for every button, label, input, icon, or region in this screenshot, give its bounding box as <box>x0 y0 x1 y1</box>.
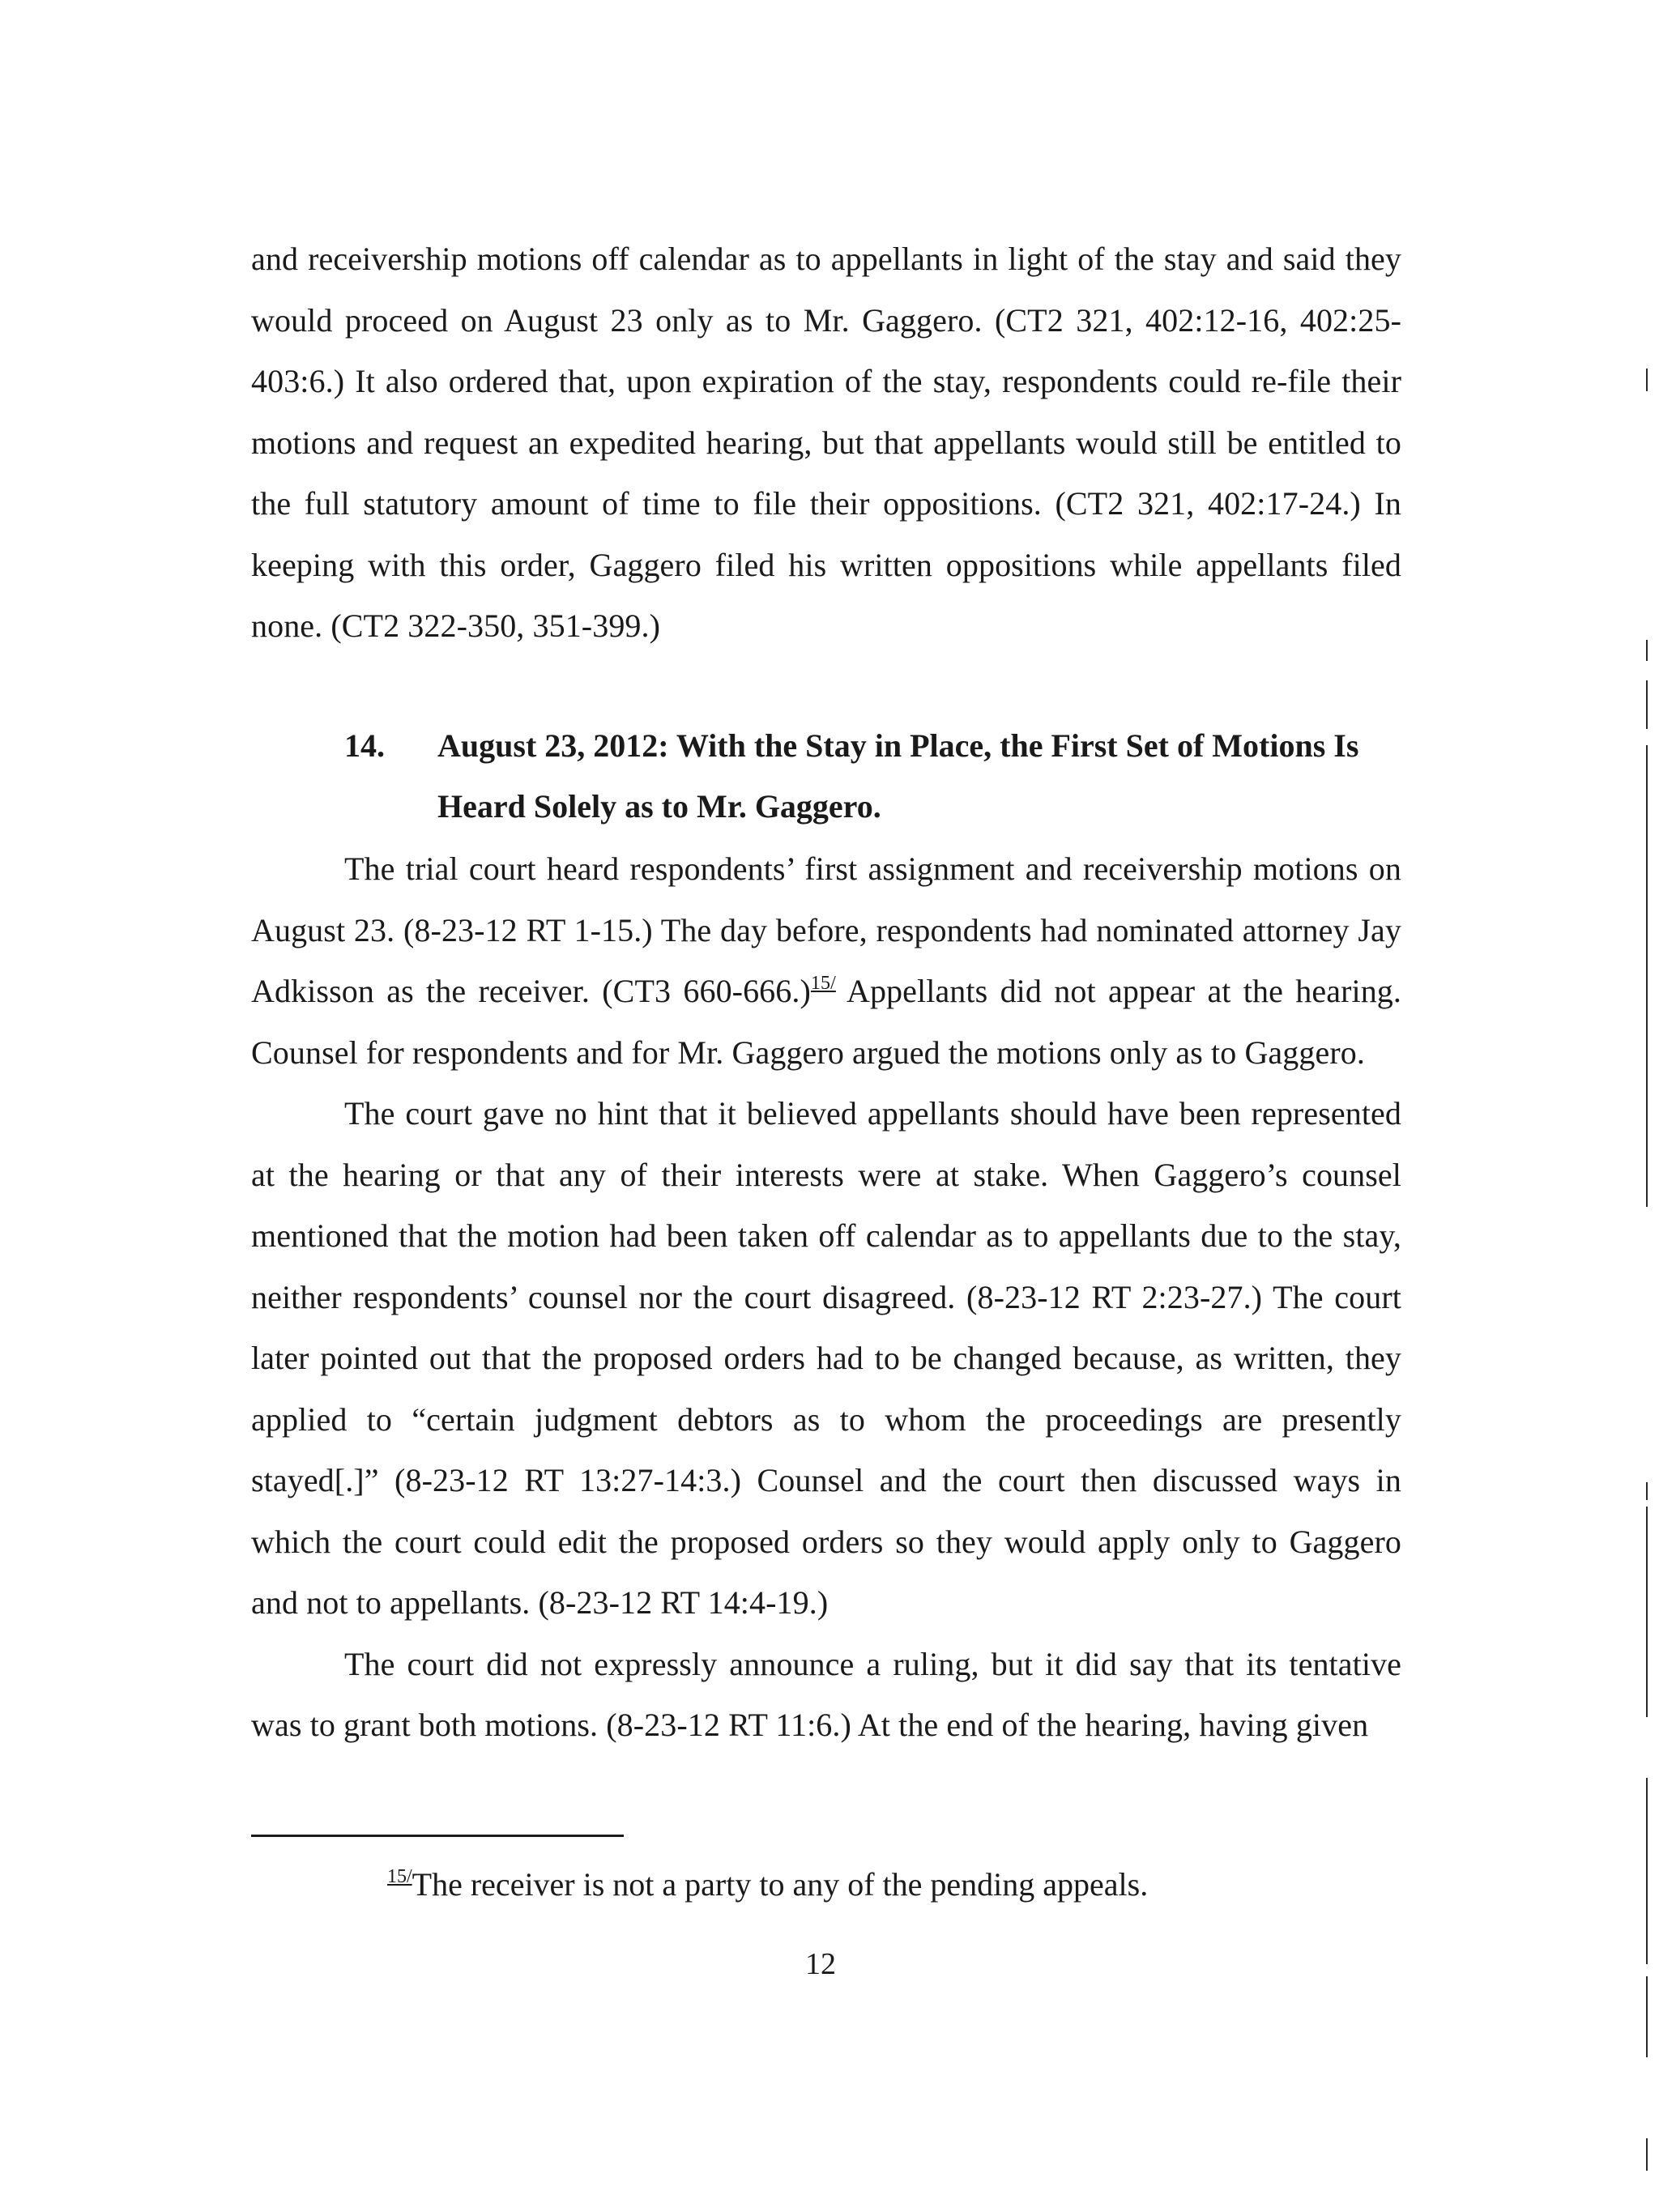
footnote-divider <box>251 1835 624 1837</box>
scan-mark <box>1646 680 1648 729</box>
footnote-text: The receiver is not a party to any of the pending appeals. <box>412 1866 1149 1903</box>
scan-mark <box>1646 1778 1648 1964</box>
scan-mark <box>1646 369 1648 391</box>
footnote-reference: 15/ <box>810 973 836 994</box>
scan-mark <box>1646 1507 1648 1717</box>
body-text-main <box>251 838 1401 1756</box>
scan-mark <box>1646 2138 1648 2171</box>
footnote-mark: 15/ <box>387 1866 412 1887</box>
paragraph-ruling: The court did not expressly announce a ruling, but it did say that its tentative was to grant both motions. (8-23-12 RT 11:6.) At the end of the hearing, having given <box>251 1645 1401 1743</box>
scan-mark <box>1646 1976 1648 2057</box>
paragraph-continuation: and receivership motions off calendar as to appellants in light of the stay and said they would proceed on August 23 only as to Mr. Gaggero. (CT2 321, 402:12-16, 402:25-403:6.) It also ordered that, upon expiration of the stay, respondents could re-file their motions and request an expedited hearing, but that appellants would still be entitled to the full statutory amount of time to file their oppositions. (CT2 321, 402:17-24.) In keeping with this order, Gaggero filed his written oppositions while appellants filed none. (CT2 322-350, 351-399.) <box>251 241 1401 644</box>
scan-mark <box>1646 640 1648 661</box>
section-number: 14. <box>344 727 385 764</box>
scan-mark <box>1646 1482 1648 1500</box>
paragraph-hearing <box>251 838 1401 1083</box>
paragraph-hearing-text-b: Appellants did not appear at the hearing. Counsel for respondents and for Mr. Gaggero argued the motions only as to Gaggero. <box>251 973 1401 1071</box>
section-heading <box>344 715 1397 837</box>
footnote <box>387 1865 1148 1905</box>
section-title: August 23, 2012: With the Stay in Place, the First Set of Motions Is Heard Solely as to Mr. Gaggero. <box>437 727 1359 825</box>
scan-mark <box>1646 1085 1648 1207</box>
page-number: 12 <box>805 1947 836 1981</box>
scan-mark <box>1646 745 1648 1085</box>
paragraph-hearing-text-a: The trial court heard respondents’ first assignment and receivership motions on August 23. (8-23-12 RT 1-15.) The day before, respondents had nominated attorney Jay Adkisson as the receiver. (CT3 660-666.) <box>251 850 1401 1009</box>
paragraph-court-hint: The court gave no hint that it believed appellants should have been represented at the hearing or that any of their interests were at stake. When Gaggero’s counsel mentioned that the motion had been taken off calendar as to appellants due to the stay, neither respondents’ counsel nor the court disagreed. (8-23-12 RT 2:23-27.) The court later pointed out that the proposed orders had to be changed because, as written, they applied to “certain judgment debtors as to whom the proceedings are presently stayed[.]” (8-23-12 RT 13:27-14:3.) Counsel and the court then discussed ways in which the court could edit the proposed orders so they would apply only to Gaggero and not to appellants. (8-23-12 RT 14:4-19.) <box>251 1095 1401 1621</box>
body-text-top <box>251 228 1401 657</box>
